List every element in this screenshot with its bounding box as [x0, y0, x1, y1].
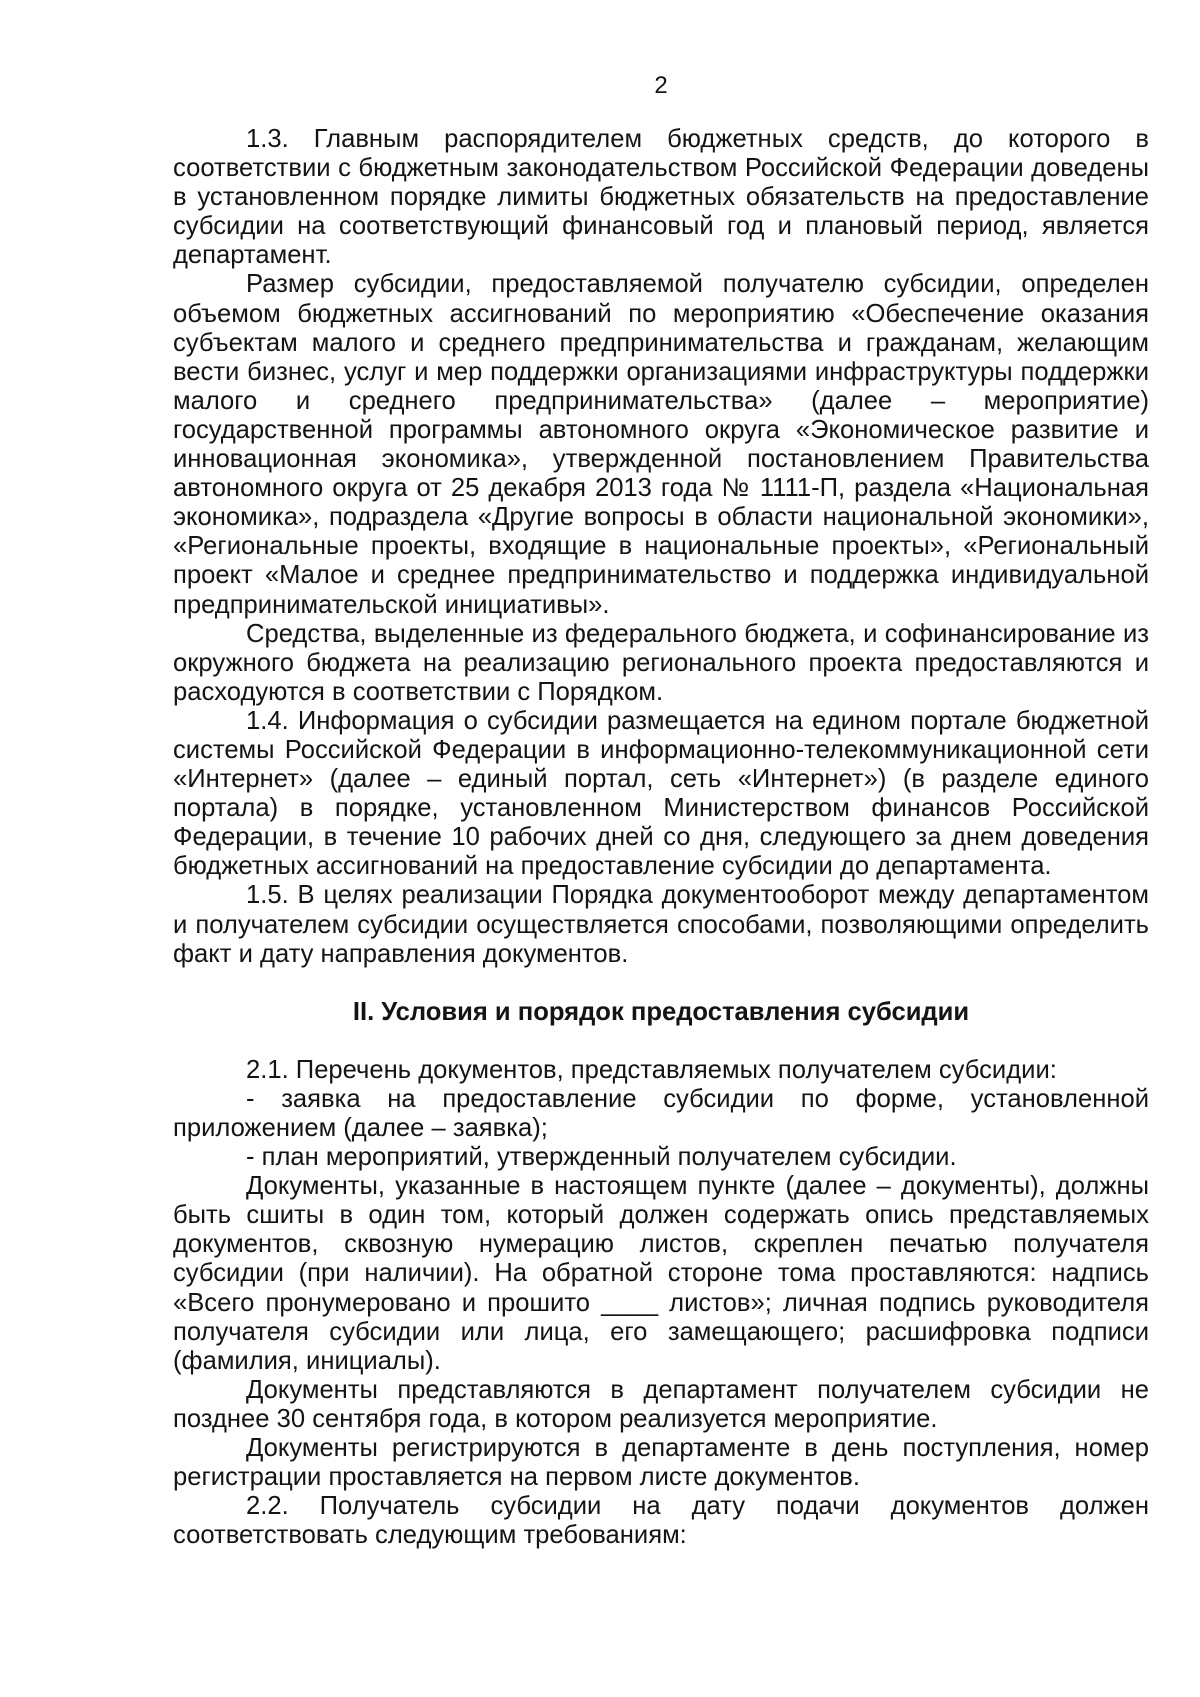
- document-body: [173, 125, 1149, 1550]
- page-number: 2: [654, 72, 668, 99]
- list-item-application: - заявка на предоставление субсидии по форме, установленной приложением (далее – заявка);: [173, 1084, 1149, 1142]
- paragraph-1-4: 1.4. Информация о субсидии размещается на едином портале бюджетной системы Российской Федерации в информационно-телекоммуникационной сети «Интернет» (далее – единый портал, сеть «Интернет») (в разделе единого портала) в порядке, установленном Министерством финансов Российской Федерации, в течение 10 рабочих дней со дня, следующего за днем доведения бюджетных ассигнований на предоставление субсидии до департамента.: [173, 706, 1149, 881]
- paragraph-federal-funds: Средства, выделенные из федерального бюджета, и софинансирование из окружного бюджета на реализацию регионального проекта предоставляются и расходуются в соответствии с Порядком.: [173, 619, 1149, 706]
- paragraph-1-5: 1.5. В целях реализации Порядка документооборот между департаментом и получателем субсидии осуществляется способами, позволяющими определить факт и дату направления документов.: [173, 881, 1149, 968]
- paragraph-documents-binding: Документы, указанные в настоящем пункте (далее – документы), должны быть сшиты в один том, который должен содержать опись представляемых документов, сквозную нумерацию листов, скреплен печатью получателя субсидии (при наличии). На обратной стороне тома проставляются: надпись «Всего пронумеровано и прошито ____ листов»; личная подпись руководителя получателя субсидии или лица, его замещающего; расшифровка подписи (фамилия, инициалы).: [173, 1172, 1149, 1375]
- paragraph-documents-registration: Документы регистрируются в департаменте в день поступления, номер регистрации проставляется на первом листе документов.: [173, 1434, 1149, 1492]
- paragraph-2-1: 2.1. Перечень документов, представляемых получателем субсидии:: [246, 1055, 1057, 1084]
- paragraph-1-3: 1.3. Главным распорядителем бюджетных средств, до которого в соответствии с бюджетным законодательством Российской Федерации доведены в установленном порядке лимиты бюджетных обязательств на предоставление субсидии на соответствующий финансовый год и плановый период, является департамент.: [173, 125, 1149, 270]
- list-item-plan: - план мероприятий, утвержденный получателем субсидии.: [246, 1143, 957, 1172]
- paragraph-2-2: 2.2. Получатель субсидии на дату подачи документов должен соответствовать следующим требованиям:: [173, 1492, 1149, 1550]
- section-heading: II. Условия и порядок предоставления субсидии: [352, 997, 970, 1026]
- paragraph-documents-deadline: Документы представляются в департамент получателем субсидии не позднее 30 сентября года, в котором реализуется мероприятие.: [173, 1375, 1149, 1433]
- paragraph-subsidy-size: Размер субсидии, предоставляемой получателю субсидии, определен объемом бюджетных ассигнований по мероприятию «Обеспечение оказания субъектам малого и среднего предпринимательства и гражданам, желающим вести бизнес, услуг и мер поддержки организациями инфраструктуры поддержки малого и среднего предпринимательства» (далее – мероприятие) государственной программы автономного округа «Экономическое развитие и инновационная экономика», утвержденной постановлением Правительства автономного округа от 25 декабря 2013 года № 1111-П, раздела «Национальная экономика», подраздела «Другие вопросы в области национальной экономики», «Региональные проекты, входящие в национальные проекты», «Региональный проект «Малое и среднее предпринимательство и поддержка индивидуальной предпринимательской инициативы».: [173, 270, 1149, 619]
